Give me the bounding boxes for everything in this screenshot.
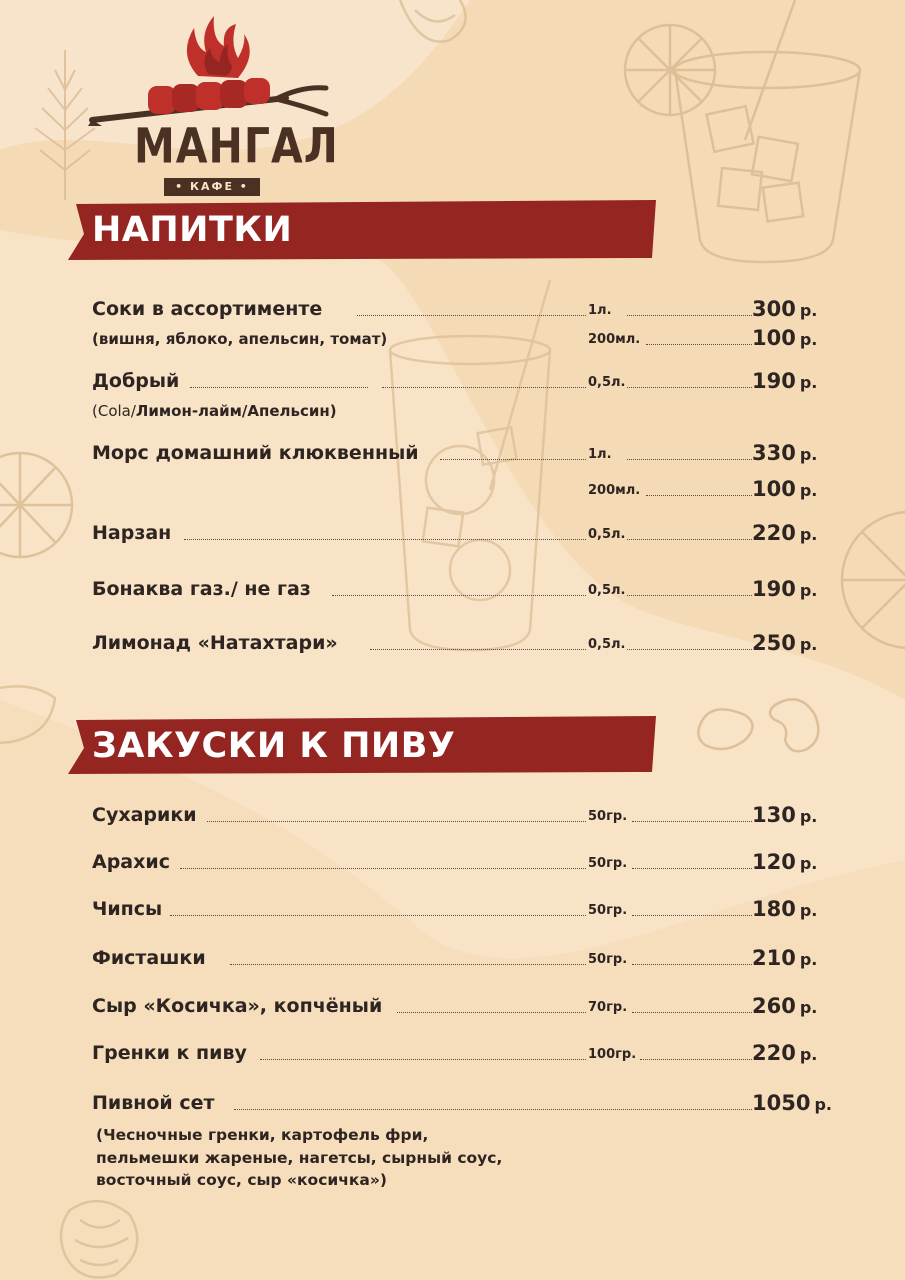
beer-set-description — [96, 1124, 502, 1192]
item-name: Нарзан — [92, 522, 172, 544]
dot-leader — [184, 539, 586, 540]
item-price — [752, 1039, 817, 1069]
menu-item-dobry — [92, 367, 822, 397]
currency: р. — [799, 807, 818, 826]
section-title: ЗАКУСКИ К ПИВУ — [92, 726, 456, 766]
currency: р. — [799, 301, 818, 320]
bowl-sketch-icon — [0, 680, 60, 750]
item-name: Арахис — [92, 851, 170, 873]
hops-sketch-icon — [380, 0, 480, 60]
menu-item-beer-set — [92, 1089, 832, 1119]
dot-leader — [646, 495, 752, 496]
dot-leader — [646, 344, 752, 345]
dot-leader — [627, 387, 752, 388]
price-value: 300 — [752, 297, 796, 321]
item-name: Соки в ассортименте — [92, 298, 323, 320]
item-name: Добрый — [92, 370, 180, 392]
item-volume: 0,5л. — [588, 527, 626, 542]
dot-leader — [440, 459, 586, 460]
price-value: 250 — [752, 631, 796, 655]
price-value: 190 — [752, 369, 796, 393]
note-line: восточный соус, сыр «косичка») — [96, 1171, 387, 1189]
currency: р. — [814, 1095, 832, 1114]
item-volume: 100гр. — [588, 1047, 637, 1062]
price-value: 180 — [752, 897, 796, 921]
item-name: Фисташки — [92, 947, 206, 969]
price-value: 210 — [752, 946, 796, 970]
cashew-sketch-icon — [690, 695, 830, 765]
item-price — [752, 801, 817, 831]
dot-leader — [627, 649, 752, 650]
item-note-dobry — [92, 400, 337, 422]
menu-item-cheese — [92, 992, 822, 1022]
item-price — [752, 629, 817, 659]
item-volume: 0,5л. — [588, 583, 626, 598]
item-volume: 1л. — [588, 447, 612, 462]
currency: р. — [799, 525, 818, 544]
menu-item-pistachios — [92, 944, 822, 974]
price-value: 130 — [752, 803, 796, 827]
price-value: 100 — [752, 326, 796, 350]
currency: р. — [799, 1045, 818, 1064]
item-price — [752, 295, 817, 325]
currency: р. — [799, 854, 818, 873]
menu-item-croutons — [92, 1039, 822, 1069]
item-name: Бонаква газ./ не газ — [92, 578, 311, 600]
item-volume: 200мл. — [588, 332, 641, 347]
price-value: 220 — [752, 1041, 796, 1065]
dot-leader — [627, 595, 752, 596]
dot-leader — [332, 595, 586, 596]
item-volume: 50гр. — [588, 952, 628, 967]
item-price — [752, 848, 817, 878]
cafe-logo — [86, 14, 339, 194]
item-name: Пивной сет — [92, 1092, 215, 1114]
section-banner-drinks — [62, 200, 662, 262]
logo-title: МАНГАЛ — [134, 117, 339, 175]
note-line: (Чесночные гренки, картофель фри, — [96, 1126, 429, 1144]
item-price — [752, 439, 817, 469]
currency: р. — [799, 445, 818, 464]
item-price — [752, 519, 817, 549]
dot-leader — [180, 868, 586, 869]
hops-bottom-sketch-icon — [40, 1190, 160, 1280]
menu-item-lemonade — [92, 629, 822, 659]
dot-leader — [640, 1059, 752, 1060]
dot-leader — [260, 1059, 586, 1060]
dot-leader — [627, 459, 752, 460]
dot-leader — [627, 539, 752, 540]
dot-leader — [632, 915, 752, 916]
menu-item-chips — [92, 895, 822, 925]
currency: р. — [799, 998, 818, 1017]
section-title: НАПИТКИ — [92, 210, 293, 250]
item-name: Чипсы — [92, 898, 163, 920]
dot-leader — [170, 915, 586, 916]
dot-leader — [632, 821, 752, 822]
menu-item-bonaqua — [92, 575, 822, 605]
menu-item-juice-small — [92, 324, 822, 354]
currency: р. — [799, 481, 818, 500]
menu-item-narzan — [92, 519, 822, 549]
price-value: 100 — [752, 477, 796, 501]
currency: р. — [799, 635, 818, 654]
price-value: 190 — [752, 577, 796, 601]
currency: р. — [799, 373, 818, 392]
price-value: 330 — [752, 441, 796, 465]
dot-leader — [234, 1109, 752, 1110]
dot-leader — [627, 315, 752, 316]
menu-item-crackers — [92, 801, 822, 831]
item-volume: 50гр. — [588, 809, 628, 824]
item-volume: 1л. — [588, 303, 612, 318]
dot-leader — [632, 868, 752, 869]
note-prefix: (Cola/ — [92, 402, 136, 420]
dot-leader — [357, 315, 586, 316]
item-price — [752, 944, 817, 974]
currency: р. — [799, 901, 818, 920]
price-value: 220 — [752, 521, 796, 545]
item-price — [752, 1089, 832, 1119]
item-price — [752, 895, 817, 925]
item-name: Сухарики — [92, 804, 197, 826]
logo-subtitle: • КАФЕ • — [164, 178, 260, 196]
currency: р. — [799, 330, 818, 349]
note-text: Лимон-лайм/Апельсин) — [135, 402, 337, 420]
item-name: Гренки к пиву — [92, 1042, 247, 1064]
item-note: (вишня, яблоко, апельсин, томат) — [92, 330, 388, 348]
price-value: 1050 — [752, 1091, 811, 1115]
item-name: Морс домашний клюквенный — [92, 442, 419, 464]
item-price — [752, 367, 817, 397]
dot-leader — [207, 821, 586, 822]
menu-item-mors-small — [92, 475, 822, 505]
lemon-slice-sketch-icon — [0, 440, 80, 570]
menu-item-mors — [92, 439, 822, 469]
item-price — [752, 324, 817, 354]
item-price — [752, 475, 817, 505]
currency: р. — [799, 581, 818, 600]
dot-leader — [382, 387, 586, 388]
note-line: пельмешки жареные, нагетсы, сырный соус, — [96, 1148, 503, 1167]
dot-leader — [632, 964, 752, 965]
item-volume: 200мл. — [588, 483, 641, 498]
item-price — [752, 992, 817, 1022]
item-volume: 0,5л. — [588, 375, 626, 390]
currency: р. — [799, 950, 818, 969]
dot-leader — [397, 1012, 586, 1013]
dot-leader — [370, 649, 586, 650]
item-price — [752, 575, 817, 605]
item-name: Лимонад «Натахтари» — [92, 632, 338, 654]
dot-leader — [190, 387, 368, 388]
fire-skewer-icon — [86, 14, 336, 134]
menu-item-peanuts — [92, 848, 822, 878]
dot-leader — [230, 964, 586, 965]
orange-slice-sketch-icon — [835, 500, 905, 660]
menu-item-juice — [92, 295, 822, 325]
item-volume: 70гр. — [588, 1000, 628, 1015]
price-value: 120 — [752, 850, 796, 874]
section-banner-snacks — [62, 716, 662, 778]
price-value: 260 — [752, 994, 796, 1018]
item-volume: 50гр. — [588, 856, 628, 871]
item-volume: 0,5л. — [588, 637, 626, 652]
item-volume: 50гр. — [588, 903, 628, 918]
item-name: Сыр «Косичка», копчёный — [92, 995, 383, 1017]
dot-leader — [632, 1012, 752, 1013]
